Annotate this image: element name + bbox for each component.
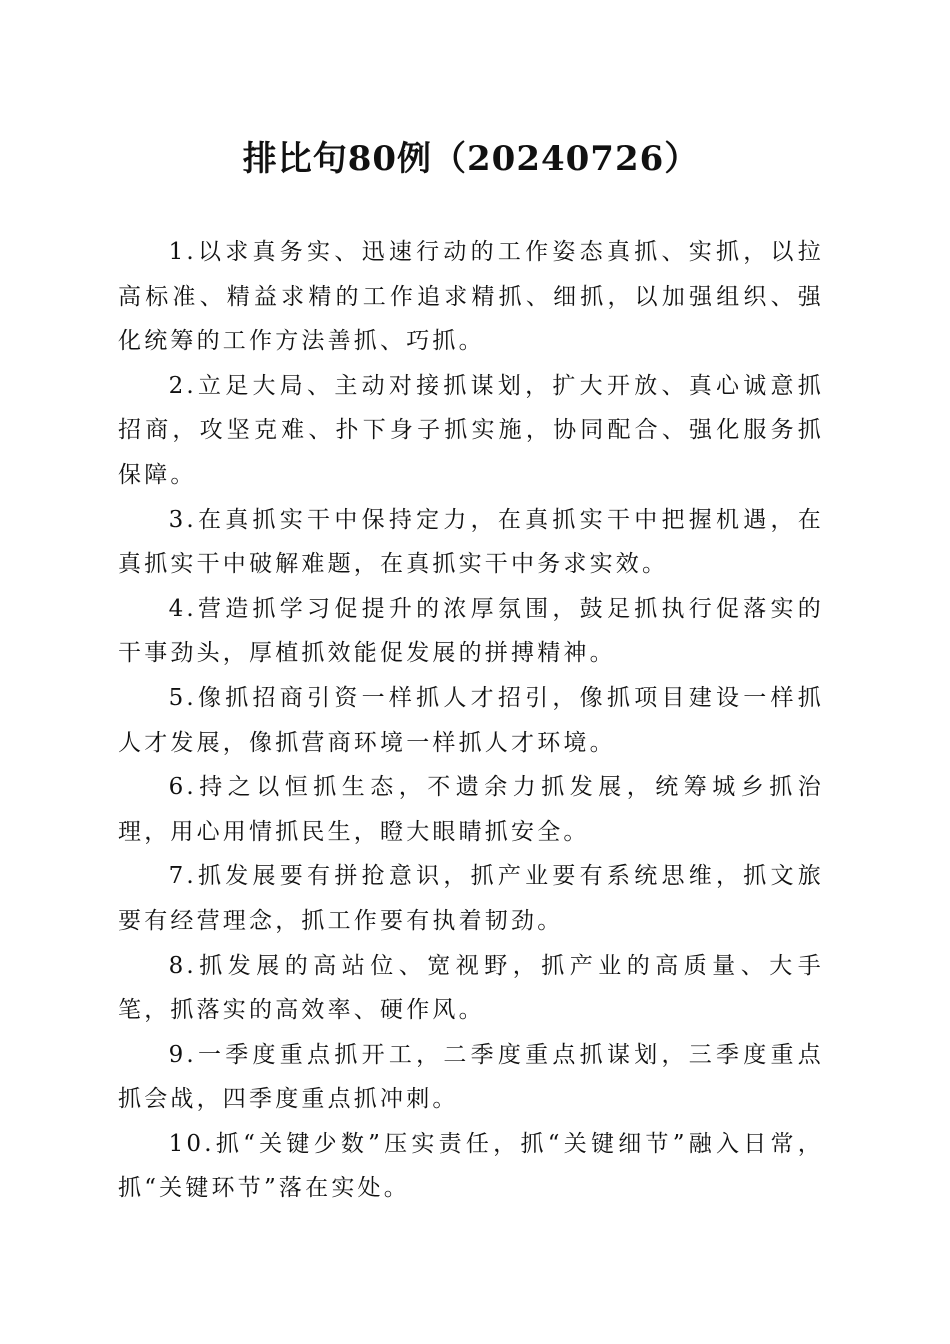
paragraph-2: 2.立足大局、主动对接抓谋划，扩大开放、真心诚意抓招商，攻坚克难、扑下身子抓实施，协同配合、强化服务抓保障。 xyxy=(118,372,824,488)
paragraph-6: 6.持之以恒抓生态，不遗余力抓发展，统筹城乡抓治理，用心用情抓民生，瞪大眼睛抓安全。 xyxy=(118,774,824,845)
paragraph-3: 3.在真抓实干中保持定力，在真抓实干中把握机遇，在真抓实干中破解难题，在真抓实干中务求实效。 xyxy=(118,506,824,578)
document-body xyxy=(118,230,824,1211)
paragraph-1: 1.以求真务实、迅速行动的工作姿态真抓、实抓，以拉高标准、精益求精的工作追求精抓、细抓，以加强组织、强化统筹的工作方法善抓、巧抓。 xyxy=(118,239,824,355)
paragraph-9: 9.一季度重点抓开工，二季度重点抓谋划，三季度重点抓会战，四季度重点抓冲刺。 xyxy=(118,1041,824,1113)
paragraph-4: 4.营造抓学习促提升的浓厚氛围，鼓足抓执行促落实的干事劲头，厚植抓效能促发展的拼搏精神。 xyxy=(118,595,824,667)
paragraph-10: 10.抓“关键少数”压实责任，抓“关键细节”融入日常，抓“关键环节”落在实处。 xyxy=(118,1130,824,1202)
paragraph-5: 5.像抓招商引资一样抓人才招引，像抓项目建设一样抓人才发展，像抓营商环境一样抓人才环境。 xyxy=(118,684,824,756)
paragraph-8: 8.抓发展的高站位、宽视野，抓产业的高质量、大手笔，抓落实的高效率、硬作风。 xyxy=(118,952,824,1024)
paragraph-7: 7.抓发展要有拼抢意识，抓产业要有系统思维，抓文旅要有经营理念，抓工作要有执着韧劲。 xyxy=(118,863,824,934)
page-title: 排比句80例（20240726） xyxy=(242,139,700,179)
